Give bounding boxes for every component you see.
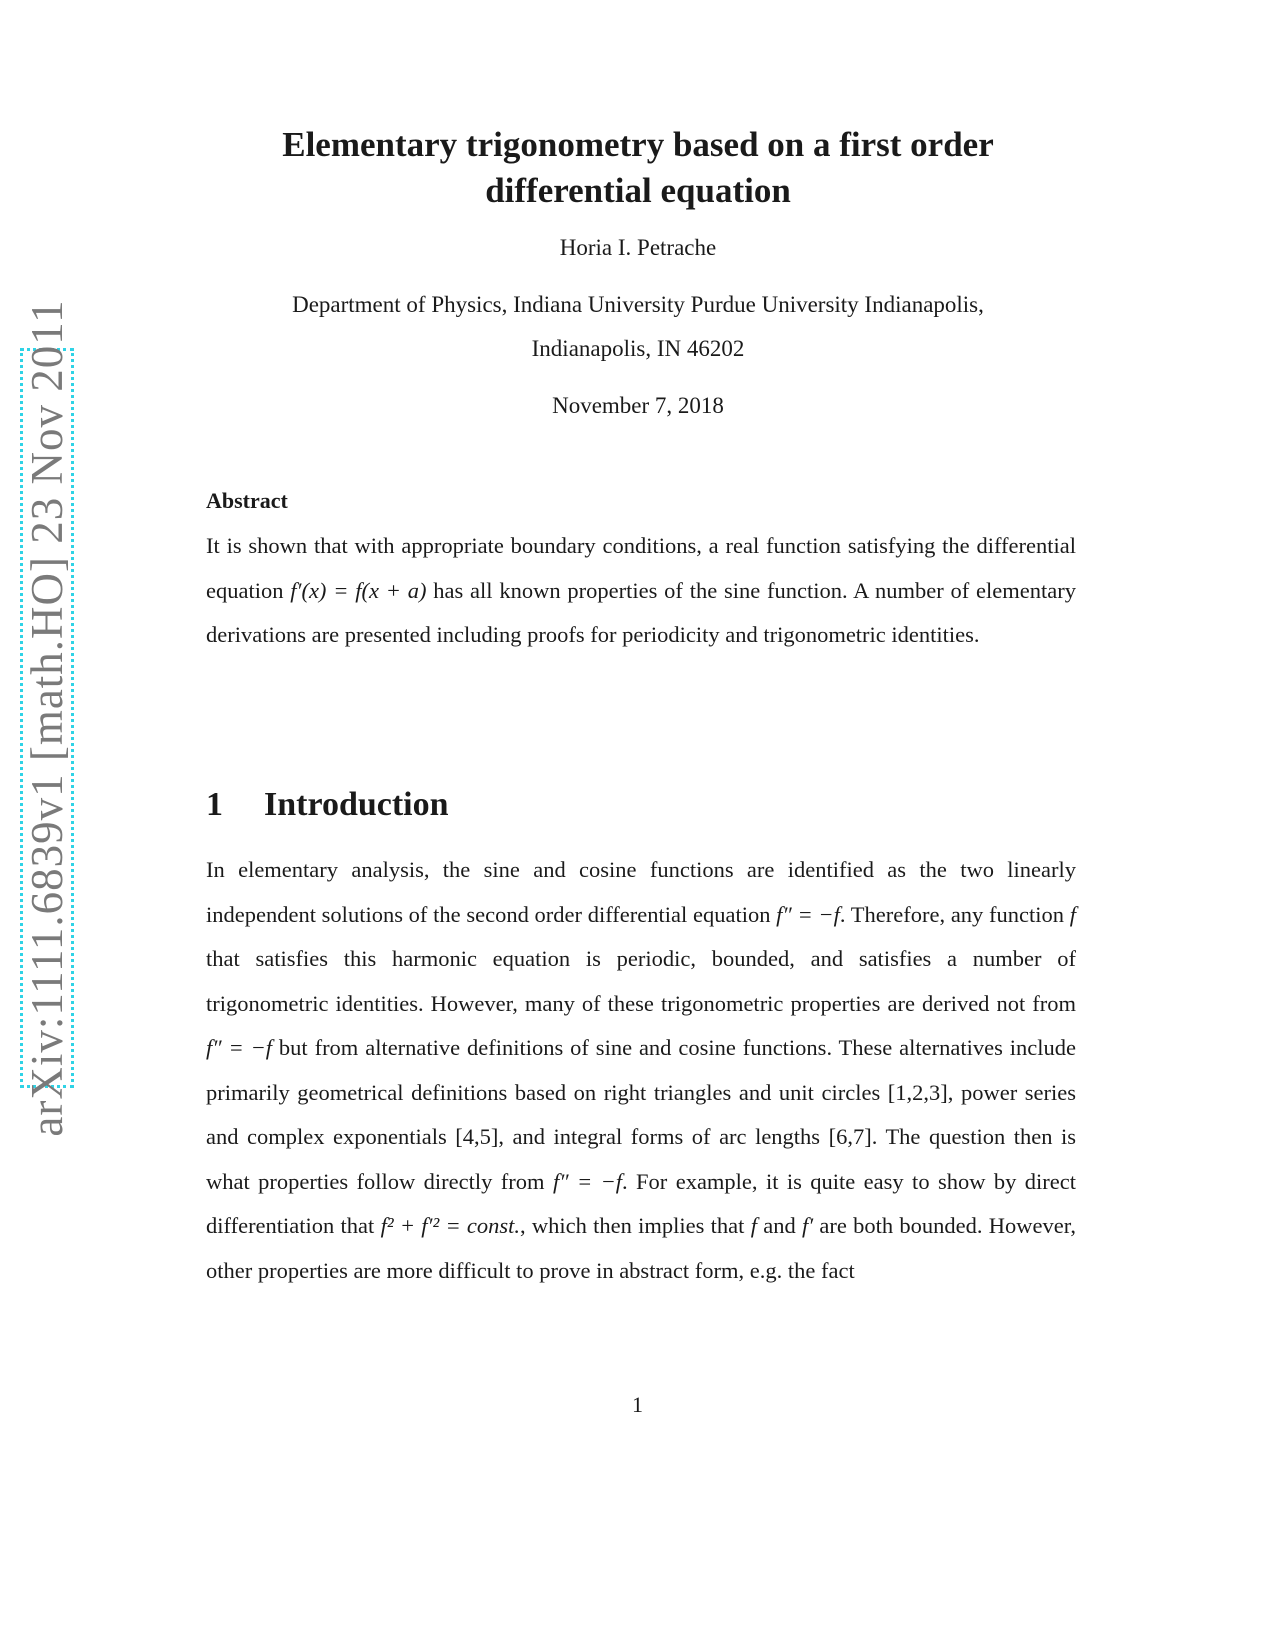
author: Horia I. Petrache <box>559 235 717 260</box>
date: November 7, 2018 <box>552 393 724 418</box>
paper-title: Elementary trigonometry based on a first order differential equation <box>282 125 994 210</box>
section-title: Introduction <box>264 786 449 823</box>
intro-paragraph <box>206 848 1076 1293</box>
section-number: 1 <box>206 786 223 823</box>
intro-text: that satisfies this harmonic equation is periodic, bounded, and satisfies a number of trigonometric identities. However, many of these trigonometric properties are derived not from <box>206 946 1076 1016</box>
intro-text: . Therefore, any function <box>839 901 1070 927</box>
abstract-heading: Abstract <box>206 488 288 513</box>
equation: f <box>1069 901 1076 927</box>
equation: f² + f′² = const. <box>380 1213 521 1238</box>
affiliation-line-2: Indianapolis, IN 46202 <box>531 336 745 361</box>
equation: f″ = −f <box>776 901 840 927</box>
equation: f′ <box>801 1213 814 1238</box>
intro-text: are both bounded. However, other properties are more difficult to prove in abstract form, e.g. the fact <box>206 1213 1076 1283</box>
abstract-body <box>206 524 1076 658</box>
equation: f″ = −f <box>206 1035 273 1060</box>
abstract-equation: f′(x) = f(x + a) <box>290 577 427 603</box>
page-number: 1 <box>632 1392 643 1417</box>
equation: f″ = −f <box>552 1168 623 1194</box>
intro-text: but from alternative definitions of sine and cosine functions. These alternatives include primarily geometrical definitions based on right triangles and unit circles [1,2,3], power series and complex exponentials [4,5], and integral forms of arc lengths [6,7]. The question then is what properties follow directly from <box>206 1035 1076 1194</box>
intro-text: and <box>756 1213 802 1238</box>
equation: f <box>750 1213 757 1238</box>
intro-text: . For example, it is quite easy to show by direct differentiation that <box>206 1168 1077 1238</box>
intro-text: , which then implies that <box>520 1213 751 1238</box>
affiliation-line-1: Department of Physics, Indiana University Purdue University Indianapolis, <box>292 292 984 317</box>
arxiv-stamp: arXiv:1111.6839v1 [math.HO] 23 Nov 2011 <box>22 299 72 1137</box>
section-heading <box>206 786 449 824</box>
intro-text: In elementary analysis, the sine and cosine functions are identified as the two linearly independent solutions of the second order differential equation <box>206 857 1076 927</box>
abstract-text: has all known properties of the sine function. A number of elementary derivations are presented including proofs for periodicity and trigonometric identities. <box>206 577 1077 647</box>
abstract-text: It is shown that with appropriate boundary conditions, a real function satisfying the differential equation <box>206 533 1076 603</box>
